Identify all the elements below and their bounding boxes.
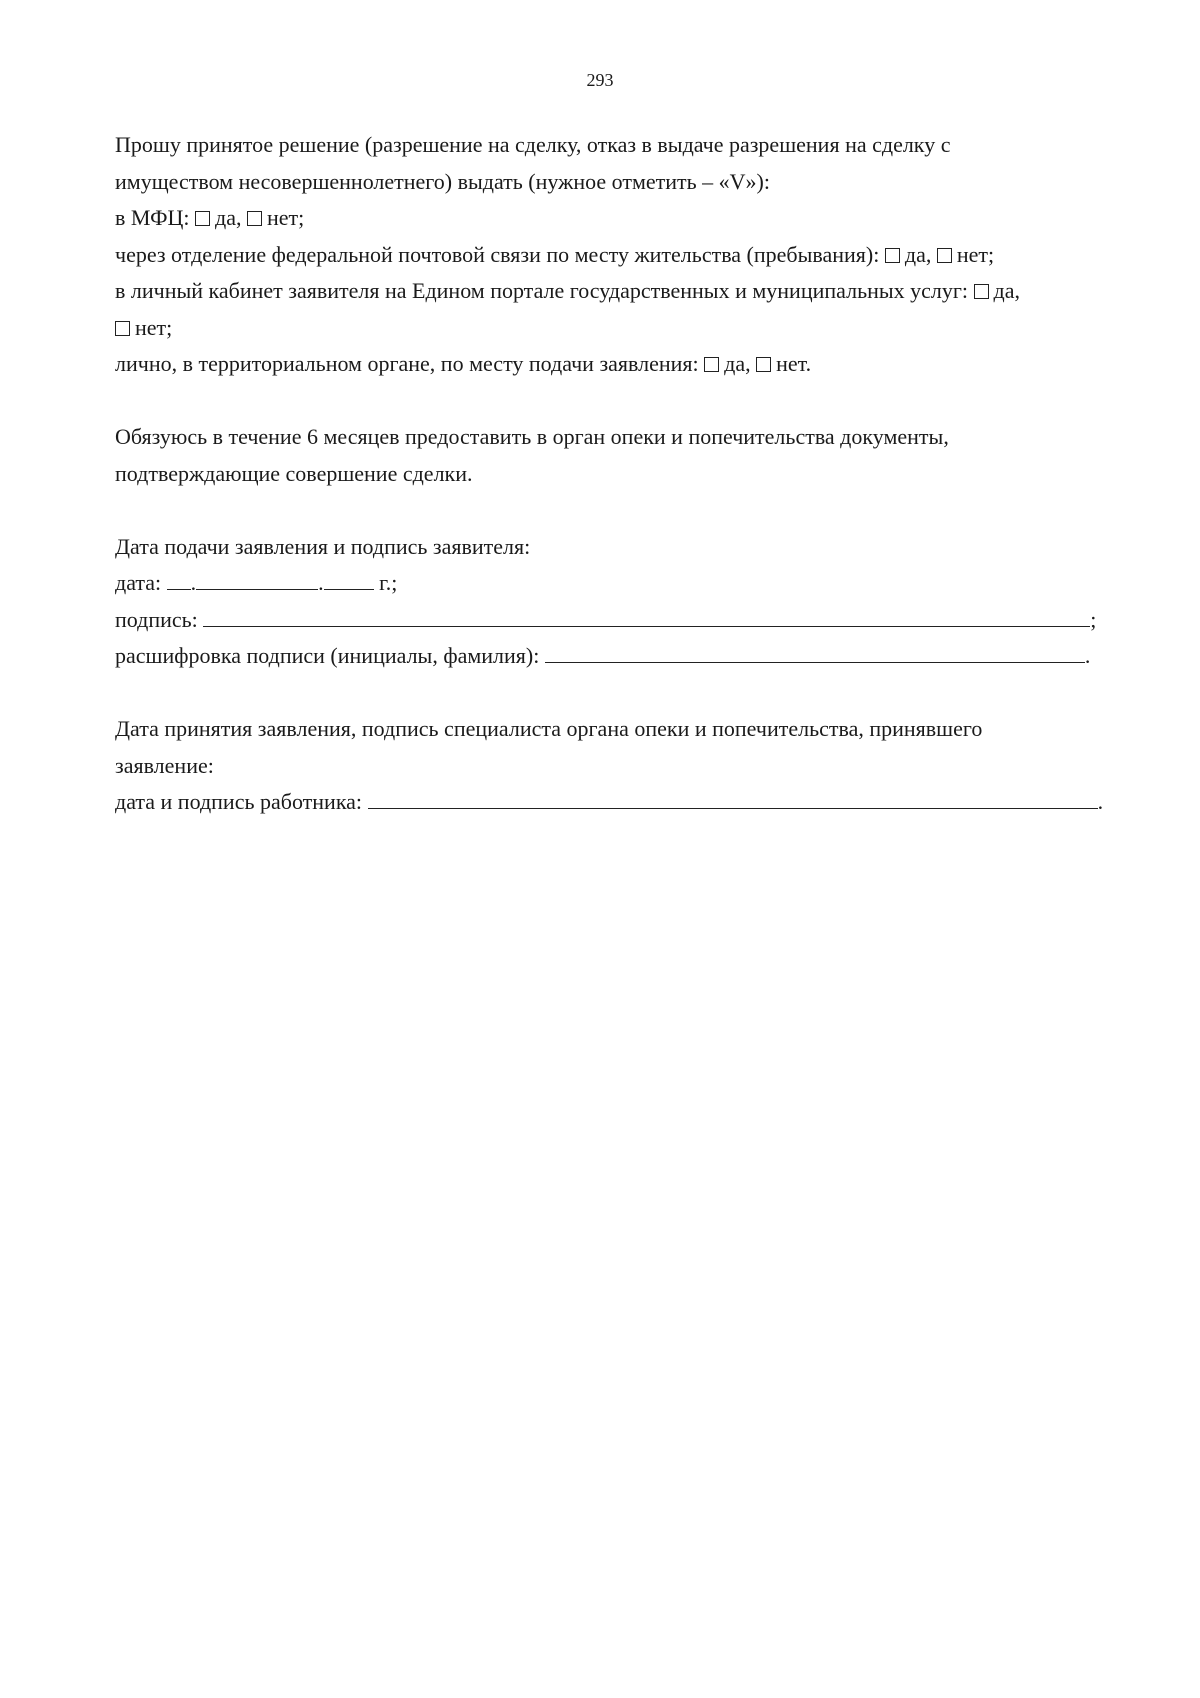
post-yes-checkbox[interactable] [885,248,900,263]
option-mfc [115,200,1105,237]
worker-field[interactable] [368,786,1098,809]
option-portal-label: в личный кабинет заявителя на Едином портале государственных и муниципальных услуг: [115,278,969,303]
post-no-checkbox[interactable] [937,248,952,263]
date-year-field[interactable] [324,567,374,590]
obligation-line-1: Обязуюсь в течение 6 месяцев предоставить в орган опеки и попечительства документы, [115,424,949,449]
date-month-field[interactable] [196,567,318,590]
spacer [115,383,1105,420]
post-no-label: нет; [956,241,995,267]
mfc-no-label: нет; [267,205,305,230]
spacer [115,492,1105,529]
decoding-row [115,638,1105,675]
decoding-label: расшифровка подписи (инициалы, фамилия): [115,643,540,668]
applicant-heading: Дата подачи заявления и подпись заявителя: [115,533,531,559]
worker-label: дата и подпись работника: [115,789,363,814]
option-portal [115,273,1105,310]
personal-yes-label: да, [724,351,751,376]
issue-intro-line-2: имуществом несовершеннолетнего) выдать (нужное отметить – «V»): [115,168,770,194]
portal-yes-label: да, [993,278,1021,303]
year-suffix: г.; [379,570,398,595]
worker-row [115,784,1105,821]
option-personal-label: лично, в территориальном органе, по месту подачи заявления: [115,351,699,376]
option-mfc-label: в МФЦ: [115,205,190,230]
signature-label: подпись: [115,606,198,632]
decoding-field[interactable] [545,640,1085,663]
decoding-end: . [1084,643,1091,668]
portal-yes-checkbox[interactable] [974,284,989,299]
issue-intro-line-1: Прошу принятое решение (разрешение на сделку, отказ в выдаче разрешения на сделку с [115,132,951,157]
obligation-line-2: подтверждающие совершение сделки. [115,460,473,486]
date-row: дата: . . г.; [115,565,1105,602]
option-personal [115,346,1105,383]
date-day-field[interactable] [167,567,191,590]
option-post-label: через отделение федеральной почтовой связи по месту жительства (пребывания): [115,241,880,267]
document-body [115,127,1105,821]
acceptance-line-2: заявление: [115,752,214,778]
option-portal-cont [115,310,1105,347]
mfc-yes-label: да, [215,205,242,230]
personal-no-checkbox[interactable] [756,357,771,372]
portal-no-checkbox[interactable] [115,321,130,336]
personal-yes-checkbox[interactable] [704,357,719,372]
signature-field[interactable] [203,604,1090,627]
date-label: дата: [115,570,162,595]
worker-end: . [1097,789,1104,814]
mfc-no-checkbox[interactable] [247,211,262,226]
portal-no-label: нет; [135,314,173,340]
spacer [115,675,1105,712]
acceptance-line-1: Дата принятия заявления, подпись специалиста органа опеки и попечительства, принявшего [115,716,983,741]
page-number: 293 [586,70,614,90]
mfc-yes-checkbox[interactable] [195,211,210,226]
post-yes-label: да, [904,241,932,267]
option-post [115,237,1105,274]
signature-row [115,602,1105,639]
signature-end: ; [1090,606,1097,632]
personal-no-label: нет. [776,351,812,376]
